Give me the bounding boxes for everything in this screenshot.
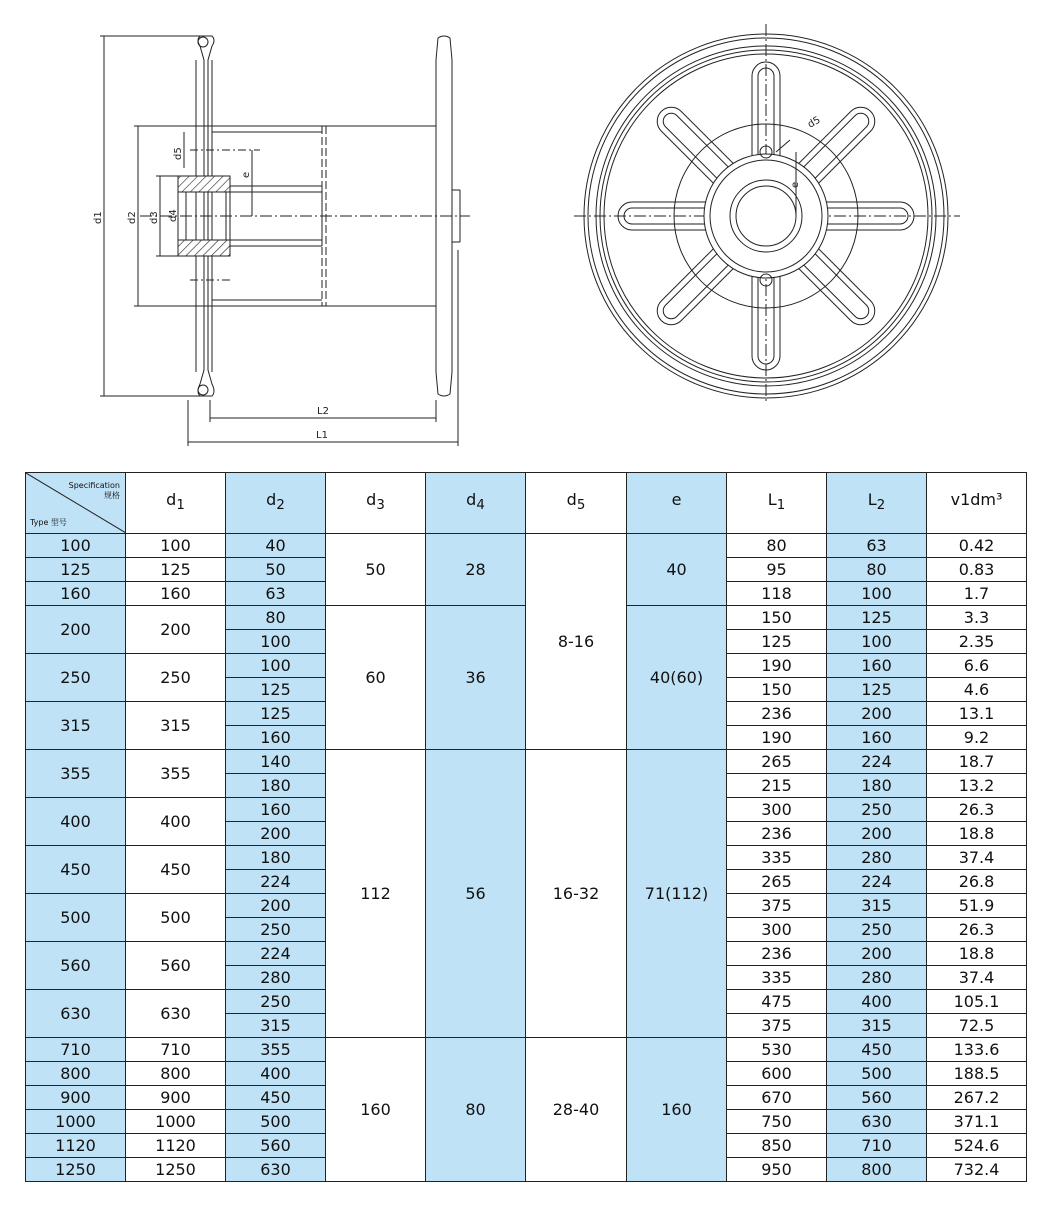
d2-cell: 355 bbox=[226, 1038, 326, 1062]
type-cell: 1000 bbox=[26, 1110, 126, 1134]
volume-cell: 13.1 bbox=[927, 702, 1027, 726]
L2-cell: 200 bbox=[827, 822, 927, 846]
label-L2: L2 bbox=[317, 406, 329, 417]
d1-cell: 355 bbox=[126, 750, 226, 798]
L2-cell: 200 bbox=[827, 702, 927, 726]
L2-cell: 224 bbox=[827, 750, 927, 774]
volume-cell: 37.4 bbox=[927, 846, 1027, 870]
volume-cell: 732.4 bbox=[927, 1158, 1027, 1182]
L2-cell: 315 bbox=[827, 1014, 927, 1038]
d2-cell: 160 bbox=[226, 798, 326, 822]
d2-cell: 200 bbox=[226, 822, 326, 846]
type-cell: 450 bbox=[26, 846, 126, 894]
d2-cell: 630 bbox=[226, 1158, 326, 1182]
volume-cell: 51.9 bbox=[927, 894, 1027, 918]
volume-cell: 4.6 bbox=[927, 678, 1027, 702]
label-d4: d4 bbox=[168, 209, 179, 222]
d3-cell: 160 bbox=[326, 1038, 426, 1182]
d2-cell: 224 bbox=[226, 942, 326, 966]
L1-cell: 300 bbox=[727, 798, 827, 822]
volume-cell: 26.8 bbox=[927, 870, 1027, 894]
type-cell: 315 bbox=[26, 702, 126, 750]
header-e: e bbox=[627, 473, 727, 534]
d2-cell: 80 bbox=[226, 606, 326, 630]
header-d4: $d_4$ bbox=[426, 473, 526, 534]
L1-cell: 600 bbox=[727, 1062, 827, 1086]
type-cell: 560 bbox=[26, 942, 126, 990]
L1-cell: 850 bbox=[727, 1134, 827, 1158]
L1-cell: 190 bbox=[727, 654, 827, 678]
type-cell: 355 bbox=[26, 750, 126, 798]
type-cell: 710 bbox=[26, 1038, 126, 1062]
d2-cell: 180 bbox=[226, 774, 326, 798]
volume-cell: 267.2 bbox=[927, 1086, 1027, 1110]
d1-cell: 500 bbox=[126, 894, 226, 942]
specification-table bbox=[25, 472, 1027, 1182]
table-row bbox=[26, 750, 1027, 774]
L2-cell: 280 bbox=[827, 966, 927, 990]
L1-cell: 375 bbox=[727, 1014, 827, 1038]
d2-cell: 125 bbox=[226, 702, 326, 726]
L1-cell: 335 bbox=[727, 966, 827, 990]
d2-cell: 40 bbox=[226, 534, 326, 558]
L1-cell: 950 bbox=[727, 1158, 827, 1182]
table-row bbox=[26, 1038, 1027, 1062]
L1-cell: 300 bbox=[727, 918, 827, 942]
L2-cell: 125 bbox=[827, 678, 927, 702]
d2-cell: 100 bbox=[226, 630, 326, 654]
L1-cell: 125 bbox=[727, 630, 827, 654]
d1-cell: 1120 bbox=[126, 1134, 226, 1158]
header-d1: $d_1$ bbox=[126, 473, 226, 534]
volume-cell: 2.35 bbox=[927, 630, 1027, 654]
d5-cell: 16-32 bbox=[526, 750, 627, 1038]
volume-cell: 105.1 bbox=[927, 990, 1027, 1014]
e-cell: 160 bbox=[627, 1038, 727, 1182]
L2-cell: 400 bbox=[827, 990, 927, 1014]
L1-cell: 95 bbox=[727, 558, 827, 582]
table-row bbox=[26, 534, 1027, 558]
type-cell: 800 bbox=[26, 1062, 126, 1086]
header-L1: $L_1$ bbox=[727, 473, 827, 534]
volume-cell: 13.2 bbox=[927, 774, 1027, 798]
volume-cell: 0.42 bbox=[927, 534, 1027, 558]
header-d2: $d_2$ bbox=[226, 473, 326, 534]
volume-cell: 6.6 bbox=[927, 654, 1027, 678]
L1-cell: 475 bbox=[727, 990, 827, 1014]
L1-cell: 150 bbox=[727, 678, 827, 702]
L1-cell: 375 bbox=[727, 894, 827, 918]
d3-cell: 112 bbox=[326, 750, 426, 1038]
label-d2: d2 bbox=[127, 211, 138, 224]
L2-cell: 250 bbox=[827, 918, 927, 942]
L1-cell: 530 bbox=[727, 1038, 827, 1062]
spool-technical-drawing bbox=[0, 0, 1056, 470]
d2-cell: 50 bbox=[226, 558, 326, 582]
volume-cell: 18.8 bbox=[927, 822, 1027, 846]
volume-cell: 37.4 bbox=[927, 966, 1027, 990]
L2-cell: 710 bbox=[827, 1134, 927, 1158]
front-label-e: e bbox=[790, 181, 801, 188]
d2-cell: 500 bbox=[226, 1110, 326, 1134]
label-L1: L1 bbox=[316, 430, 328, 441]
type-cell: 900 bbox=[26, 1086, 126, 1110]
d1-cell: 710 bbox=[126, 1038, 226, 1062]
L2-cell: 180 bbox=[827, 774, 927, 798]
header-row bbox=[26, 473, 1027, 534]
d4-cell: 28 bbox=[426, 534, 526, 606]
d1-cell: 630 bbox=[126, 990, 226, 1038]
d2-cell: 400 bbox=[226, 1062, 326, 1086]
header-L2: $L_2$ bbox=[827, 473, 927, 534]
front-label-d5: d5 bbox=[806, 114, 823, 131]
d2-cell: 224 bbox=[226, 870, 326, 894]
type-cell: 160 bbox=[26, 582, 126, 606]
volume-cell: 26.3 bbox=[927, 798, 1027, 822]
corner-type: Type 型号 bbox=[30, 518, 67, 527]
L2-cell: 800 bbox=[827, 1158, 927, 1182]
d2-cell: 63 bbox=[226, 582, 326, 606]
corner-header bbox=[26, 473, 126, 534]
L2-cell: 315 bbox=[827, 894, 927, 918]
d1-cell: 315 bbox=[126, 702, 226, 750]
d1-cell: 160 bbox=[126, 582, 226, 606]
type-cell: 125 bbox=[26, 558, 126, 582]
d2-cell: 140 bbox=[226, 750, 326, 774]
table-body bbox=[26, 534, 1027, 1182]
L2-cell: 250 bbox=[827, 798, 927, 822]
d5-cell: 8-16 bbox=[526, 534, 627, 750]
e-cell: 71(112) bbox=[627, 750, 727, 1038]
L2-cell: 560 bbox=[827, 1086, 927, 1110]
d2-cell: 315 bbox=[226, 1014, 326, 1038]
L1-cell: 670 bbox=[727, 1086, 827, 1110]
d1-cell: 900 bbox=[126, 1086, 226, 1110]
volume-cell: 26.3 bbox=[927, 918, 1027, 942]
L1-cell: 335 bbox=[727, 846, 827, 870]
type-cell: 1120 bbox=[26, 1134, 126, 1158]
d1-cell: 1250 bbox=[126, 1158, 226, 1182]
d2-cell: 100 bbox=[226, 654, 326, 678]
label-d3: d3 bbox=[149, 211, 160, 224]
front-view bbox=[574, 24, 960, 404]
d2-cell: 250 bbox=[226, 918, 326, 942]
d3-cell: 60 bbox=[326, 606, 426, 750]
L1-cell: 750 bbox=[727, 1110, 827, 1134]
type-cell: 250 bbox=[26, 654, 126, 702]
volume-cell: 3.3 bbox=[927, 606, 1027, 630]
L1-cell: 236 bbox=[727, 702, 827, 726]
L2-cell: 500 bbox=[827, 1062, 927, 1086]
L2-cell: 200 bbox=[827, 942, 927, 966]
d2-cell: 250 bbox=[226, 990, 326, 1014]
d4-cell: 56 bbox=[426, 750, 526, 1038]
type-cell: 100 bbox=[26, 534, 126, 558]
L2-cell: 450 bbox=[827, 1038, 927, 1062]
d3-cell: 50 bbox=[326, 534, 426, 606]
L2-cell: 63 bbox=[827, 534, 927, 558]
d2-cell: 200 bbox=[226, 894, 326, 918]
corner-spec-en: Specification bbox=[68, 481, 120, 490]
L2-cell: 160 bbox=[827, 654, 927, 678]
type-cell: 400 bbox=[26, 798, 126, 846]
type-cell: 200 bbox=[26, 606, 126, 654]
L1-cell: 265 bbox=[727, 750, 827, 774]
d4-cell: 80 bbox=[426, 1038, 526, 1182]
corner-spec-cn: 规格 bbox=[104, 491, 120, 500]
d1-cell: 450 bbox=[126, 846, 226, 894]
d1-cell: 250 bbox=[126, 654, 226, 702]
d2-cell: 560 bbox=[226, 1134, 326, 1158]
L2-cell: 100 bbox=[827, 630, 927, 654]
volume-cell: 9.2 bbox=[927, 726, 1027, 750]
side-view bbox=[100, 36, 470, 446]
volume-cell: 18.7 bbox=[927, 750, 1027, 774]
d2-cell: 160 bbox=[226, 726, 326, 750]
L1-cell: 150 bbox=[727, 606, 827, 630]
d1-cell: 1000 bbox=[126, 1110, 226, 1134]
header-d3: $d_3$ bbox=[326, 473, 426, 534]
L2-cell: 280 bbox=[827, 846, 927, 870]
d2-cell: 180 bbox=[226, 846, 326, 870]
d2-cell: 280 bbox=[226, 966, 326, 990]
L1-cell: 236 bbox=[727, 942, 827, 966]
type-cell: 1250 bbox=[26, 1158, 126, 1182]
d1-cell: 560 bbox=[126, 942, 226, 990]
volume-cell: 133.6 bbox=[927, 1038, 1027, 1062]
volume-cell: 371.1 bbox=[927, 1110, 1027, 1134]
d1-cell: 800 bbox=[126, 1062, 226, 1086]
d2-cell: 450 bbox=[226, 1086, 326, 1110]
d2-cell: 125 bbox=[226, 678, 326, 702]
L2-cell: 100 bbox=[827, 582, 927, 606]
L2-cell: 80 bbox=[827, 558, 927, 582]
L1-cell: 236 bbox=[727, 822, 827, 846]
volume-cell: 188.5 bbox=[927, 1062, 1027, 1086]
type-cell: 630 bbox=[26, 990, 126, 1038]
volume-cell: 72.5 bbox=[927, 1014, 1027, 1038]
d1-cell: 125 bbox=[126, 558, 226, 582]
L2-cell: 224 bbox=[827, 870, 927, 894]
header-d5: $d_5$ bbox=[526, 473, 627, 534]
d1-cell: 100 bbox=[126, 534, 226, 558]
volume-cell: 0.83 bbox=[927, 558, 1027, 582]
type-cell: 500 bbox=[26, 894, 126, 942]
L1-cell: 118 bbox=[727, 582, 827, 606]
L1-cell: 80 bbox=[727, 534, 827, 558]
L1-cell: 215 bbox=[727, 774, 827, 798]
volume-cell: 524.6 bbox=[927, 1134, 1027, 1158]
header-volume: v1dm³ bbox=[927, 473, 1027, 534]
d4-cell: 36 bbox=[426, 606, 526, 750]
L1-cell: 190 bbox=[727, 726, 827, 750]
L2-cell: 125 bbox=[827, 606, 927, 630]
volume-cell: 18.8 bbox=[927, 942, 1027, 966]
L1-cell: 265 bbox=[727, 870, 827, 894]
d1-cell: 200 bbox=[126, 606, 226, 654]
volume-cell: 1.7 bbox=[927, 582, 1027, 606]
label-d5: d5 bbox=[173, 147, 184, 160]
label-e: e bbox=[241, 171, 252, 178]
L2-cell: 630 bbox=[827, 1110, 927, 1134]
d1-cell: 400 bbox=[126, 798, 226, 846]
d5-cell: 28-40 bbox=[526, 1038, 627, 1182]
label-d1: d1 bbox=[93, 211, 104, 224]
L2-cell: 160 bbox=[827, 726, 927, 750]
e-cell: 40 bbox=[627, 534, 727, 606]
e-cell: 40(60) bbox=[627, 606, 727, 750]
